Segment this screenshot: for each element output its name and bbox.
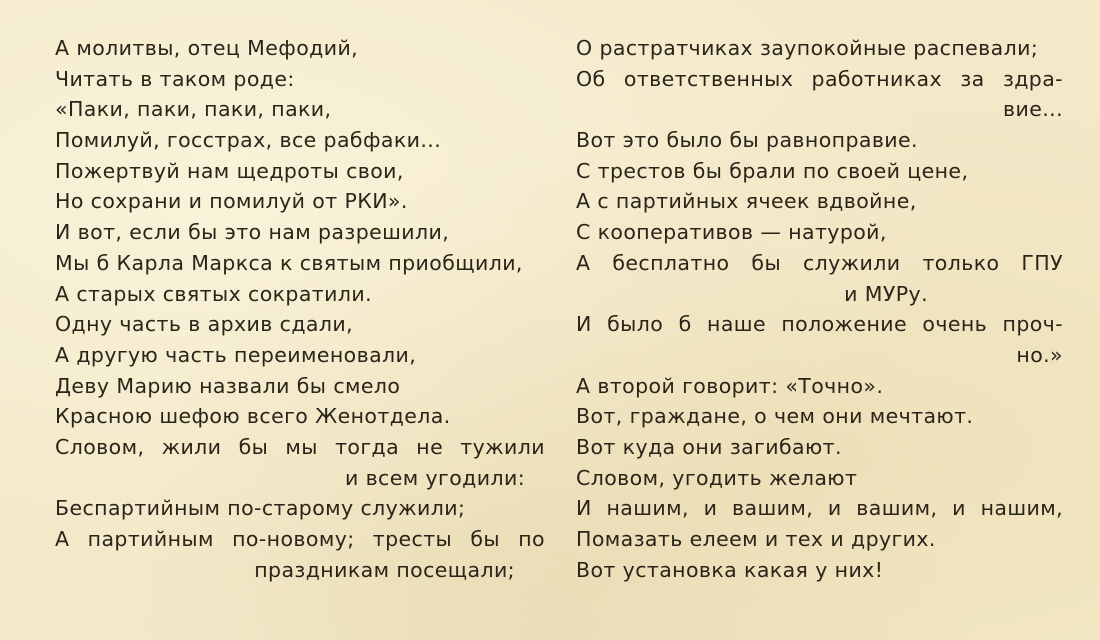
verse-line: Деву Марию назвали бы смело — [55, 373, 401, 398]
verse-line: Вот куда они загибают. — [576, 434, 842, 459]
verse-line: И нашим, и вашим, и вашим, и нашим, — [576, 496, 1063, 521]
verse-line: О растратчиках заупокойные распевали; — [576, 36, 1039, 60]
left-text-column — [55, 33, 545, 585]
verse-line: А партийным по-новому; тресты бы по — [55, 527, 545, 551]
verse-line: Помилуй, госстрах, все рабфаки... — [55, 128, 442, 153]
verse-line: Пожертвуй нам щедроты свои, — [55, 158, 404, 183]
verse-line: Помазать елеем и тех и других. — [576, 527, 936, 551]
verse-line: С кооперативов — натурой, — [576, 220, 887, 245]
verse-line: Одну часть в архив сдали, — [55, 312, 354, 337]
verse-line: С трестов бы брали по своей цене, — [576, 158, 969, 183]
verse-line: Об ответственных работниках за здра- — [576, 66, 1063, 91]
verse-line: А молитвы, отец Мефодий, — [55, 36, 359, 60]
verse-line-continuation: и МУРу. — [844, 281, 928, 306]
verse-line: А другую часть переименовали, — [55, 342, 417, 367]
verse-line: Вот, граждане, о чем они мечтают. — [576, 404, 974, 429]
verse-line: Вот установка какая у них! — [576, 557, 884, 582]
verse-line: Беспартийным по-старому служили; — [55, 496, 466, 521]
verse-line: Красною шефою всего Женотдела. — [55, 404, 451, 429]
verse-line: А второй говорит: «Точно». — [576, 373, 884, 398]
verse-line: Словом, жили бы мы тогда не тужили — [55, 434, 545, 459]
verse-line-continuation: вие... — [1003, 97, 1063, 122]
right-text-column — [576, 33, 1063, 585]
verse-line: И вот, если бы это нам разрешили, — [55, 220, 450, 245]
verse-line: И было б наше положение очень проч- — [576, 312, 1063, 337]
verse-line: «Паки, паки, паки, паки, — [55, 97, 332, 122]
verse-line: Мы б Карла Маркса к святым приобщили, — [55, 250, 523, 275]
verse-line: Читать в таком роде: — [55, 66, 295, 91]
verse-line: Но сохрани и помилуй от РКИ». — [55, 189, 408, 214]
verse-line: А с партийных ячеек вдвойне, — [576, 189, 917, 214]
verse-line: А бесплатно бы служили только ГПУ — [576, 250, 1063, 275]
verse-line: Словом, угодить желают — [576, 465, 858, 490]
verse-line-continuation: но.» — [1016, 342, 1063, 367]
verse-line: Вот это было бы равноправие. — [576, 128, 918, 153]
verse-line-continuation: и всем угодили: — [344, 465, 525, 490]
verse-line-continuation: праздникам посещали; — [254, 557, 515, 582]
verse-line: А старых святых сократили. — [55, 281, 372, 306]
